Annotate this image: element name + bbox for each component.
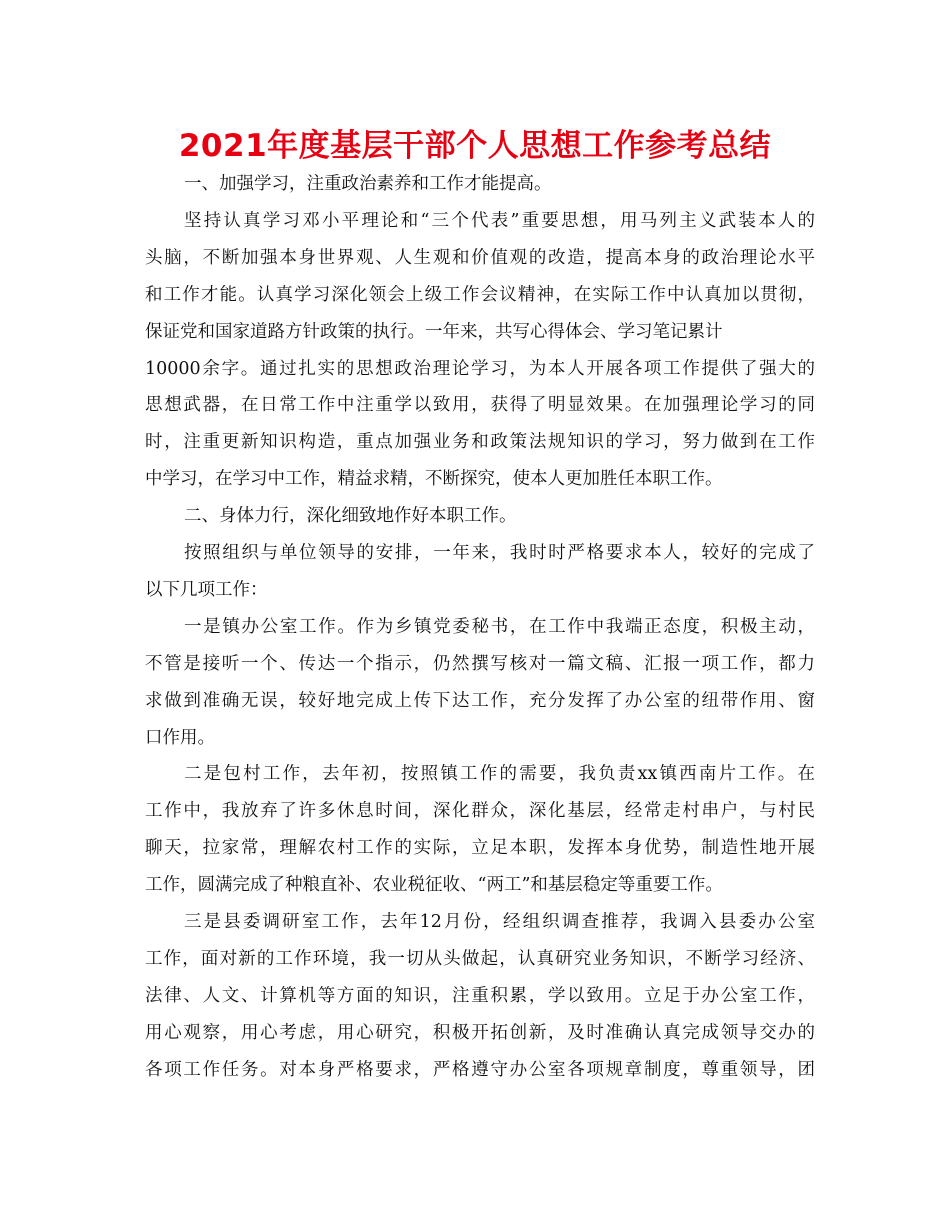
document-line: 和工作才能。认真学习深化领会上级工作会议精神，在实际工作中认真加以贯彻， [145, 284, 815, 305]
document-line: 中学习，在学习中工作，精益求精，不断探究，使本人更加胜任本职工作。 [145, 469, 723, 490]
document-line: 一是镇办公室工作。作为乡镇党委秘书，在工作中我端正态度，积极主动， [184, 616, 815, 637]
document-line: 头脑，不断加强本身世界观、人生观和价值观的改造，提高本身的政治理论水平 [145, 247, 815, 268]
document-line: 时，注重更新知识构造，重点加强业务和政策法规知识的学习，努力做到在工作 [145, 432, 815, 453]
document-line: 一、加强学习，注重政治素养和工作才能提高。 [184, 174, 552, 194]
document-line: 聊天，拉家常，理解农村工作的实际，立足本职，发挥本身优势，制造性地开展 [145, 838, 815, 859]
document-line: 以下几项工作： [145, 579, 268, 600]
document-line: 坚持认真学习邓小平理论和“三个代表”重要思想，用马列主义武装本人的 [184, 210, 815, 231]
document-line: 各项工作任务。对本身严格要求，严格遵守办公室各项规章制度，尊重领导，团 [145, 1059, 815, 1080]
document-line: 三是县委调研室工作，去年12月份，经组织调查推荐，我调入县委办公室 [184, 912, 815, 932]
document-line: 不管是接听一个、传达一个指示，仍然撰写核对一篇文稿、汇报一项工作，都力 [145, 653, 815, 674]
document-line: 工作，圆满完成了种粮直补、农业税征收、“两工”和基层稳定等重要工作。 [145, 875, 723, 896]
document-line: 保证党和国家道路方针政策的执行。一年来，共写心得体会、学习笔记累计 [145, 321, 723, 342]
document-line: 用心观察，用心考虑，用心研究，积极开拓创新，及时准确认真完成领导交办的 [145, 1022, 815, 1043]
document-line: 口作用。 [145, 727, 215, 748]
document-line: 法律、人文、计算机等方面的知识，注重积累，学以致用。立足于办公室工作， [145, 985, 815, 1006]
document-line: 思想武器，在日常工作中注重学以致用，获得了明显效果。在加强理论学习的同 [145, 395, 815, 416]
document-line: 工作，面对新的工作环境，我一切从头做起，认真研究业务知识，不断学习经济、 [145, 948, 815, 969]
document-line: 10000余字。通过扎实的思想政治理论学习，为本人开展各项工作提供了强大的 [145, 358, 815, 379]
document-title: 2021年度基层干部个人思想工作参考总结 [178, 128, 772, 164]
document-line: 二是包村工作，去年初，按照镇工作的需要，我负责xx镇西南片工作。在 [184, 764, 815, 785]
document-line: 二、身体力行，深化细致地作好本职工作。 [184, 506, 517, 527]
document-line: 工作中，我放弃了许多休息时间，深化群众，深化基层，经常走村串户，与村民 [145, 801, 815, 822]
document-line: 按照组织与单位领导的安排，一年来，我时时严格要求本人，较好的完成了 [184, 543, 815, 563]
document-line: 求做到准确无误，较好地完成上传下达工作，充分发挥了办公室的纽带作用、窗 [145, 690, 815, 711]
